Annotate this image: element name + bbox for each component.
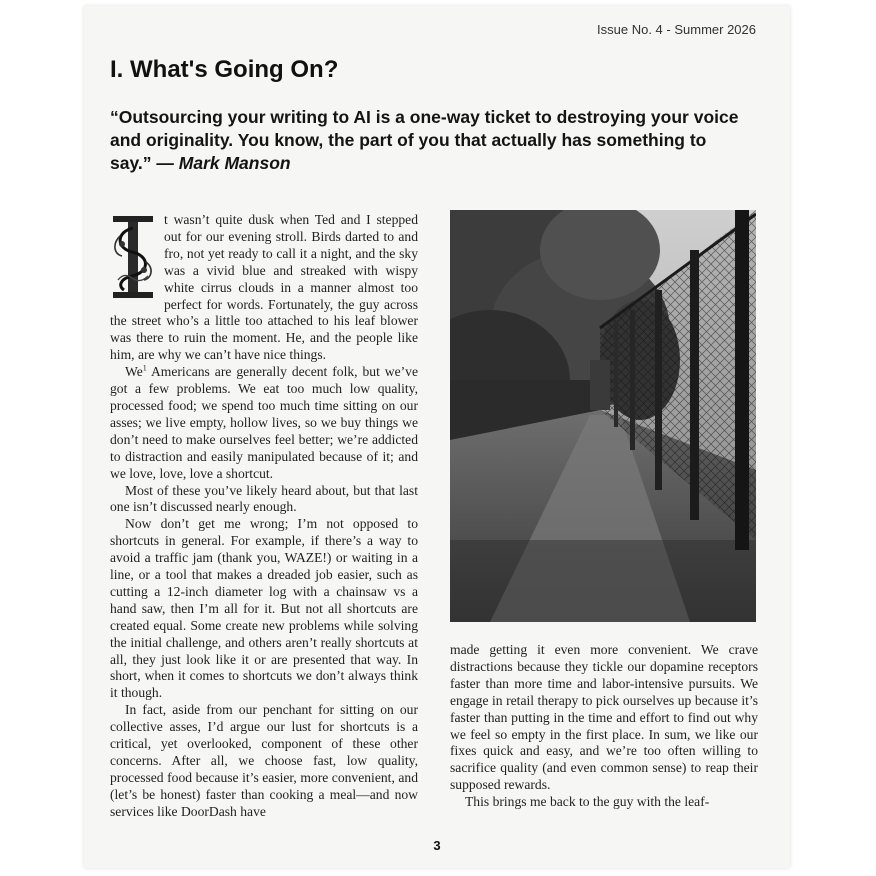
path-fence-photo (450, 210, 756, 622)
quote-author: — Mark Manson (156, 153, 291, 173)
paragraph-2-lead: We (125, 364, 143, 380)
paragraph-2-body: Americans are generally decent folk, but we’ve got a few problems. We eat too much low quality, processed food; we spend too much time sitting on our asses; we live empty, hollow lives, so we buy things we don’t need to make ourselves feel better; we’re addicted to distraction and easily manipulated because of it; and we love, love, love a shortcut. (110, 364, 418, 481)
issue-label: Issue No. 4 - Summer 2026 (597, 22, 756, 37)
left-column (110, 212, 418, 821)
magazine-page (84, 6, 790, 868)
paragraph-2 (110, 364, 418, 482)
paragraph-1: t wasn’t quite dusk when Ted and I stepped out for our evening stroll. Birds darted to and fro, not yet ready to call it a night, and the sky was a vivid blue and streaked with wispy white cirrus clouds in a manner almost too perfect for words. Fortunately, the guy across the street who’s a little too attached to his leaf blower was there to ruin the moment. He, and the people like him, are why we can’t have nice things. (110, 212, 418, 363)
paragraph-6: made getting it even more convenient. We crave distractions because they tickle our dopamine receptors faster than more time and labor-intensive pursuits. We engage in retail therapy to pick ourselves up because it’s faster than putting in the time and effort to find out why we feel so empty in the first place. In sum, we like our fixes quick and easy, and we’re too often willing to sacrifice quality (and even common sense) to reap their supposed rewards. (450, 642, 758, 793)
paragraph-5: In fact, aside from our penchant for sitting on our collective asses, I’d argue our lust for shortcuts is a critical, yet overlooked, component of these other concerns. After all, we choose fast, low quality, processed food because it’s easier, more convenient, and (let’s be honest) faster than cooking a meal—and now services like DoorDash have (110, 702, 418, 819)
photo-illustration (450, 210, 756, 622)
page-number: 3 (433, 838, 441, 853)
ornamental-dropcap-icon (110, 214, 156, 300)
paragraph-3: Most of these you’ve likely heard about, but that last one isn’t discussed nearly enough. (110, 482, 418, 515)
pull-quote (110, 106, 750, 175)
paragraph-4: Now don’t get me wrong; I’m not opposed to shortcuts in general. For example, if there’s a way to avoid a traffic jam (thank you, WAZE!) or waiting in a line, or a tool that makes a dreaded job easier, such as cutting a 12-inch diameter log with a chainsaw vs a hand saw, then I’m all for it. But not all shortcuts are created equal. Some create new problems while solving the initial challenge, and others aren’t really shortcuts at all, they just look like it or are presented that way. In short, when it comes to shortcuts we don’t always think it though. (110, 516, 418, 701)
paragraph-7: This brings me back to the guy with the leaf- (465, 794, 710, 810)
quote-text: “Outsourcing your writing to AI is a one-way ticket to destroying your voice and originality. You know, the part of you that actually has something to say.” (110, 107, 739, 173)
section-title: I. What's Going On? (110, 56, 339, 83)
footnote-marker: 1 (142, 363, 147, 373)
dropcap-letter: I (132, 270, 134, 271)
right-column (450, 642, 758, 811)
